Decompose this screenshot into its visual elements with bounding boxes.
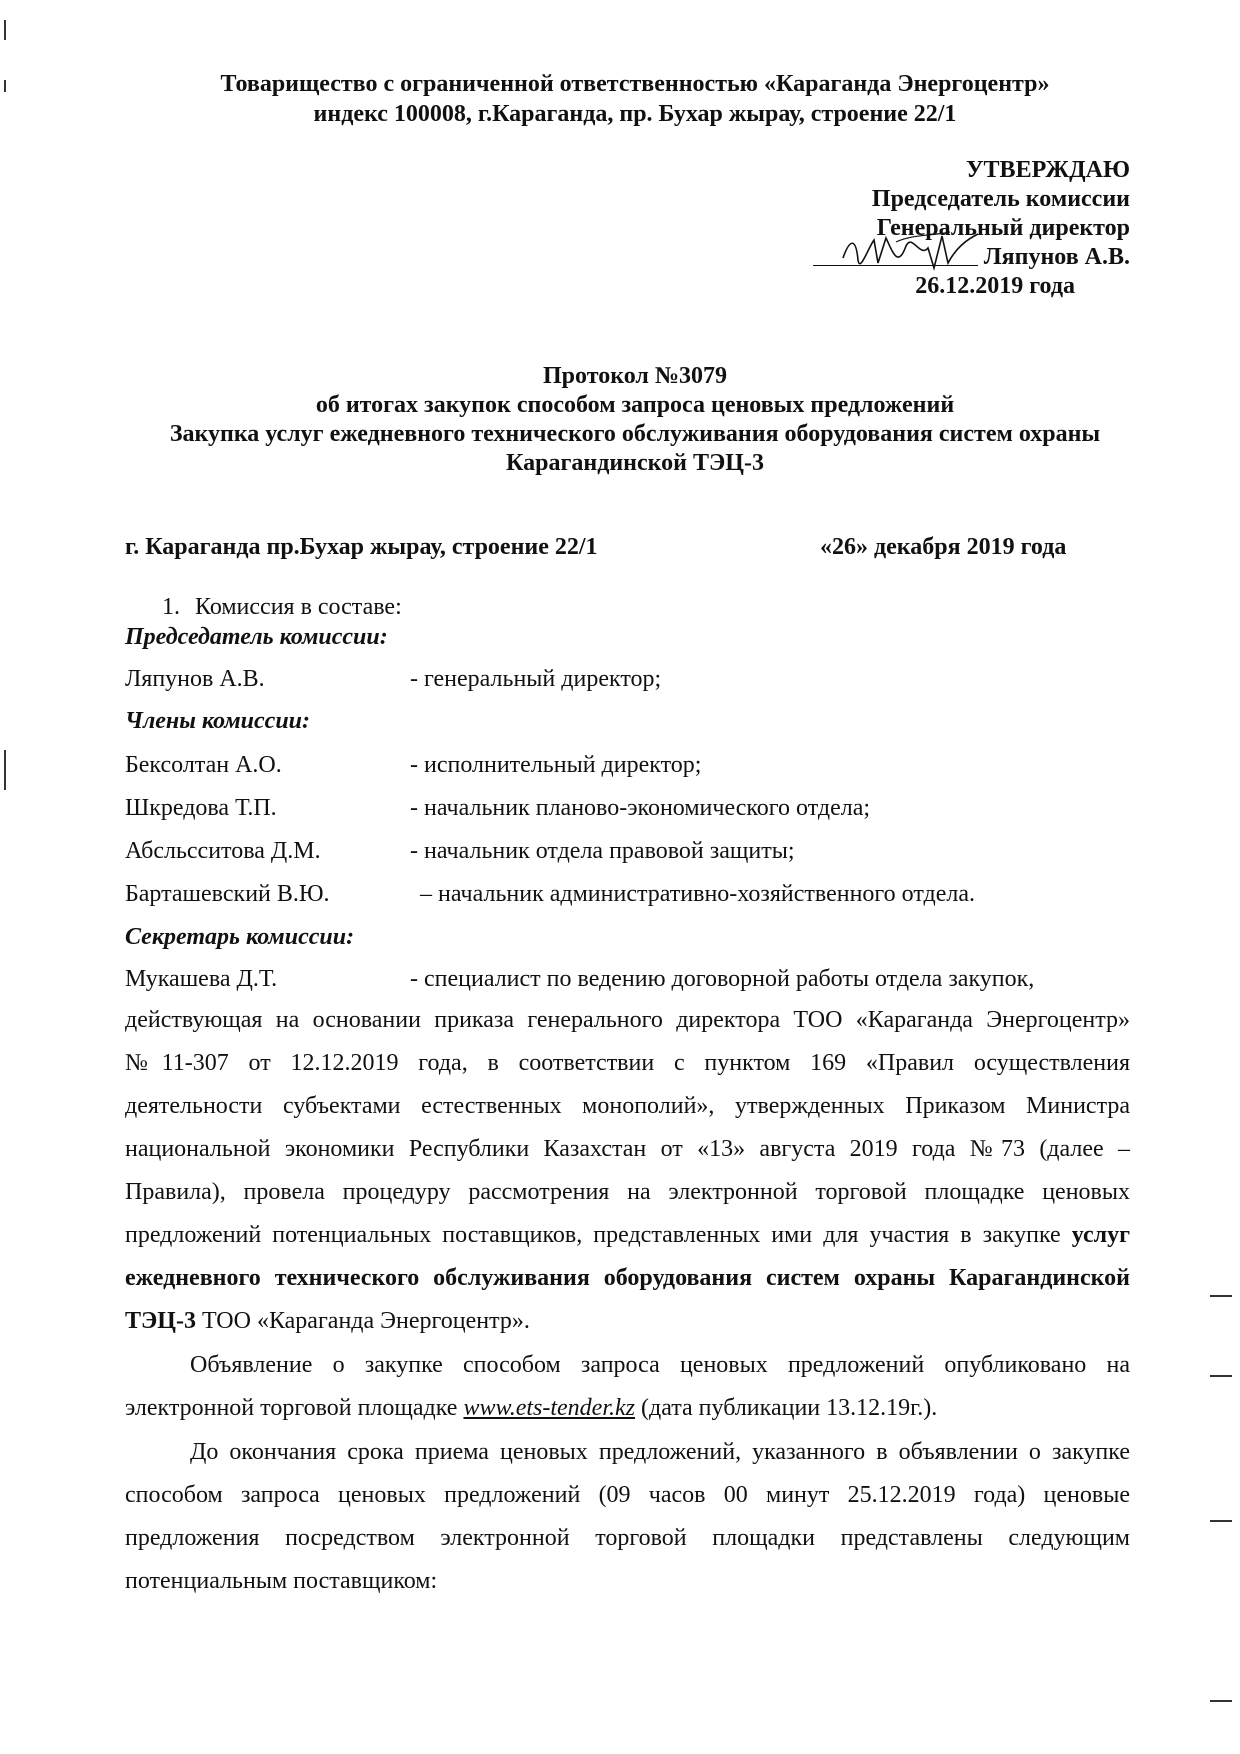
approval-role-director: Генеральный директор: [876, 215, 1130, 241]
handwritten-signature: [838, 228, 988, 278]
secretary-heading: Секретарь комиссии:: [125, 924, 355, 950]
paragraph-line-last: [125, 1300, 1130, 1343]
paragraph-line: Правила), провела процедуру рассмотрения на электронной торговой площадке ценовых: [125, 1179, 1130, 1205]
organization-address: индекс 100008, г.Караганда, пр. Бухар жырау, строение 22/1: [313, 101, 957, 127]
chairman-heading: Председатель комиссии:: [125, 624, 388, 650]
member-role: – начальник административно-хозяйственного отдела.: [420, 881, 975, 907]
protocol-subtitle-2: Закупка услуг ежедневного технического обслуживания оборудования систем охраны: [169, 421, 1101, 447]
chairman-name: Ляпунов А.В.: [125, 666, 265, 692]
member-name: Шкредова Т.П.: [125, 795, 277, 821]
member-role: - исполнительный директор;: [410, 752, 702, 778]
paragraph-procedure: [125, 999, 1130, 1343]
paragraph-line-last: потенциальным поставщиком:: [125, 1568, 438, 1594]
chairman-role: - генеральный директор;: [410, 666, 662, 692]
paragraph-announcement-line1: Объявление о закупке способом запроса ценовых предложений опубликовано на: [190, 1352, 1130, 1378]
protocol-subtitle-3: Карагандинской ТЭЦ-3: [506, 450, 764, 476]
members-heading: Члены комиссии:: [125, 708, 311, 734]
announcement-line: [125, 1387, 1130, 1430]
organization-ref: ТОО «Караганда Энергоцентр».: [195, 1308, 530, 1334]
purchase-subject-end: ТЭЦ-3: [125, 1308, 196, 1334]
item-number: 1.: [162, 594, 180, 620]
member-role: - начальник планово-экономического отдела;: [410, 795, 871, 821]
approval-role-chairman: Председатель комиссии: [871, 186, 1130, 212]
paragraph-line: способом запроса ценовых предложений (09 часов 00 минут 25.12.2019 года) ценовые: [125, 1482, 1130, 1508]
scan-mark: [1210, 1295, 1232, 1297]
paragraph-offers: [125, 1474, 1130, 1603]
protocol-number: Протокол №3079: [543, 363, 727, 389]
paragraph-line: действующая на основании приказа генерального директора ТОО «Караганда Энергоцентр»: [125, 1007, 1130, 1033]
tender-site-link[interactable]: www.ets-tender.kz: [463, 1395, 636, 1421]
member-role: - начальник отдела правовой защиты;: [410, 838, 795, 864]
purchase-subject: ежедневного технического обслуживания оборудования систем охраны Карагандинской: [125, 1265, 1130, 1291]
announcement-text-b: (дата публикации 13.12.19г.).: [635, 1395, 938, 1421]
paragraph-line: деятельности субъектами естественных монополий», утвержденных Приказом Министра: [125, 1093, 1130, 1119]
scan-mark: [1210, 1520, 1232, 1522]
approval-heading: УТВЕРЖДАЮ: [965, 157, 1130, 183]
paragraph-line: [125, 1214, 1130, 1257]
scan-mark: [4, 750, 6, 790]
place: г. Караганда пр.Бухар жырау, строение 22/1: [125, 534, 598, 560]
announcement-text-a: электронной торговой площадке: [125, 1395, 464, 1421]
commission-intro: Комиссия в составе:: [195, 594, 402, 620]
protocol-date: «26» декабря 2019 года: [820, 534, 1067, 560]
approval-date: 26.12.2019 года: [915, 273, 1075, 299]
scan-mark: [1210, 1375, 1232, 1377]
scan-mark: [1210, 1700, 1232, 1702]
paragraph-line: национальной экономики Республики Казахстан от «13» августа 2019 года №73 (далее –: [125, 1136, 1130, 1162]
paragraph-line-text: предложений потенциальных поставщиков, представленных ими для участия в закупке: [125, 1222, 1061, 1248]
protocol-title: [120, 362, 1150, 478]
scan-mark: [4, 20, 6, 40]
member-name: Барташевский В.Ю.: [125, 881, 330, 907]
secretary-role: - специалист по ведению договорной работы отдела закупок,: [410, 966, 1035, 992]
member-name: Бексолтан А.О.: [125, 752, 282, 778]
member-name: Абсльсситова Д.М.: [125, 838, 321, 864]
paragraph-line: №11-307 от 12.12.2019 года, в соответствии с пунктом 169 «Правил осуществления: [125, 1050, 1130, 1076]
organization-name: Товарищество с ограниченной ответственностью «Караганда Энергоцентр»: [220, 71, 1050, 97]
paragraph-line: предложения посредством электронной торговой площадки представлены следующим: [125, 1525, 1130, 1551]
secretary-name: Мукашева Д.Т.: [125, 966, 278, 992]
protocol-subtitle-1: об итогах закупок способом запроса ценовых предложений: [315, 392, 955, 418]
approval-name: Ляпунов А.В.: [983, 244, 1130, 270]
paragraph-offers-line1: До окончания срока приема ценовых предложений, указанного в объявлении о закупке: [190, 1439, 1130, 1465]
scan-mark: [4, 80, 6, 92]
purchase-subject-start: услуг: [1071, 1222, 1131, 1248]
paragraph-announcement-line2: [125, 1387, 1130, 1430]
